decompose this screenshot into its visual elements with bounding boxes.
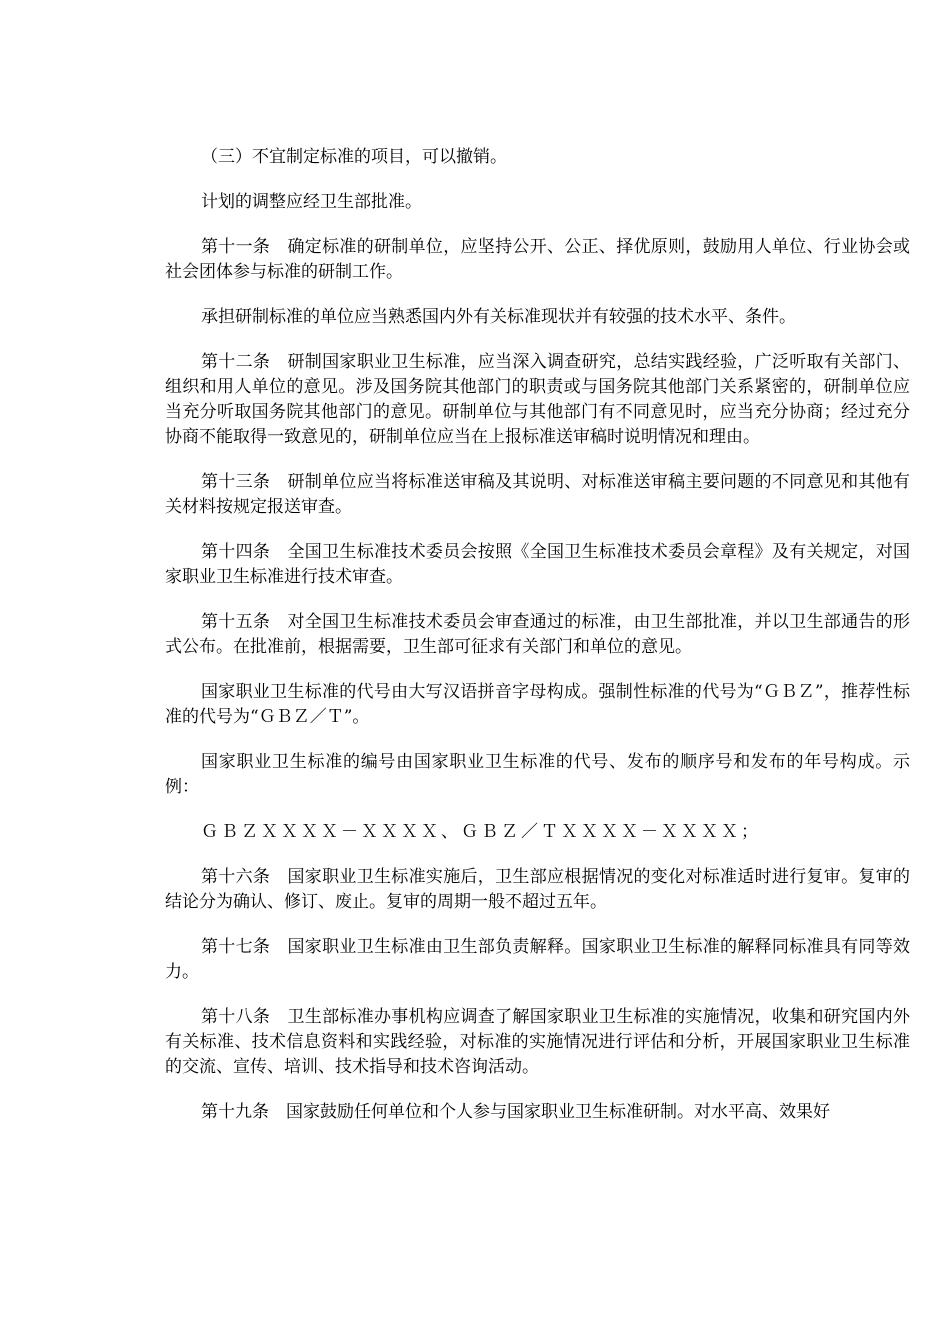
paragraph-standard-numbering: 国家职业卫生标准的编号由国家职业卫生标准的代号、发布的顺序号和发布的年号构成。示例： xyxy=(165,752,910,797)
paragraph-article-17: 第十七条 国家职业卫生标准由卫生部负责解释。国家职业卫生标准的解释同标准具有同等效力。 xyxy=(165,937,910,982)
paragraph-item-3: （三）不宜制定标准的项目，可以撤销。 xyxy=(201,147,507,167)
paragraph-article-12: 第十二条 研制国家职业卫生标准，应当深入调查研究，总结实践经验，广泛听取有关部门、组织和用人单位的意见。涉及国务院其他部门的职责或与国务院其他部门关系紧密的，研制单位应当充分听取国务院其他部门的意见。研制单位与其他部门有不同意见时，应当充分协商；经过充分协商不能取得一致意见的，研制单位应当在上报标准送审稿时说明情况和理由。 xyxy=(165,352,910,447)
paragraph-article-16: 第十六条 国家职业卫生标准实施后，卫生部应根据情况的变化对标准适时进行复审。复审的结论分为确认、修订、废止。复审的周期一般不超过五年。 xyxy=(165,867,910,912)
paragraph-numbering-example: ＧＢＺＸＸＸＸ－ＸＸＸＸ、ＧＢＺ／ＴＸＸＸＸ－ＸＸＸＸ； xyxy=(201,822,761,842)
paragraph-plan-adjustment: 计划的调整应经卫生部批准。 xyxy=(201,192,422,212)
paragraph-article-11: 第十一条 确定标准的研制单位，应坚持公开、公正、择优原则，鼓励用人单位、行业协会或社会团体参与标准的研制工作。 xyxy=(165,237,910,282)
paragraph-article-13: 第十三条 研制单位应当将标准送审稿及其说明、对标准送审稿主要问题的不同意见和其他有关材料按规定报送审查。 xyxy=(165,472,910,517)
paragraph-article-15: 第十五条 对全国卫生标准技术委员会审查通过的标准，由卫生部批准，并以卫生部通告的形式公布。在批准前，根据需要，卫生部可征求有关部门和单位的意见。 xyxy=(165,612,910,657)
paragraph-article-18: 第十八条 卫生部标准办事机构应调查了解国家职业卫生标准的实施情况，收集和研究国内外有关标准、技术信息资料和实践经验，对标准的实施情况进行评估和分析，开展国家职业卫生标准的交流、宣传、培训、技术指导和技术咨询活动。 xyxy=(165,1007,910,1077)
paragraph-article-14: 第十四条 全国卫生标准技术委员会按照《全国卫生标准技术委员会章程》及有关规定，对国家职业卫生标准进行技术审查。 xyxy=(165,542,910,587)
paragraph-article-19: 第十九条 国家鼓励任何单位和个人参与国家职业卫生标准研制。对水平高、效果好 xyxy=(201,1102,830,1122)
document-body xyxy=(165,145,910,1145)
paragraph-standard-code: 国家职业卫生标准的代号由大写汉语拼音字母构成。强制性标准的代号为“ＧＢＺ”，推荐性标准的代号为“ＧＢＺ／Ｔ”。 xyxy=(165,682,910,727)
paragraph-research-unit-requirements: 承担研制标准的单位应当熟悉国内外有关标准现状并有较强的技术水平、条件。 xyxy=(201,307,796,327)
